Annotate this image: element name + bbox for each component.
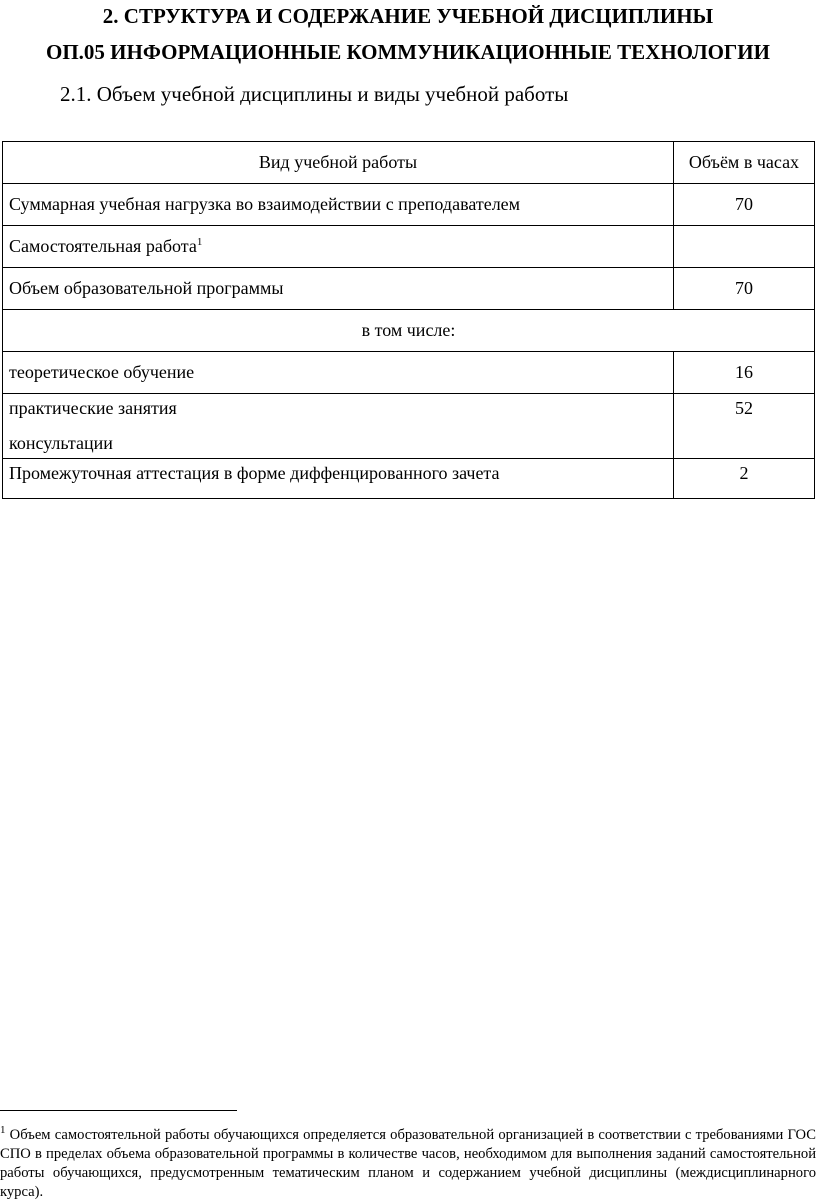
row-label: Суммарная учебная нагрузка во взаимодействии с преподавателем (3, 184, 674, 226)
table-row (3, 459, 815, 499)
table-row (3, 310, 815, 352)
footnote-separator (0, 1110, 237, 1111)
row-value: 70 (674, 184, 815, 226)
table-row (3, 226, 815, 268)
table-row (3, 352, 815, 394)
row-value (674, 226, 815, 268)
row-label (3, 226, 674, 268)
footnote-text: Объем самостоятельной работы обучающихся определяется образовательной организацией в соответствии с требованиями ГОС СПО в пределах объема образовательной программы в количестве часов, необходимом для выполнения заданий самостоятельной работы обучающихся, предусмотренным тематическим планом и содержанием учебной дисциплины (междисциплинарного курса). (0, 1126, 816, 1200)
row-value: 52 (674, 394, 815, 429)
subsection-title: 2.1. Объем учебной дисциплины и виды учебной работы (60, 82, 569, 106)
footnote-ref: 1 (196, 236, 203, 248)
row-label: консультации (3, 428, 674, 459)
header-hours: Объём в часах (674, 142, 815, 184)
table-row (3, 428, 815, 459)
header-work-type: Вид учебной работы (3, 142, 674, 184)
row-label: Промежуточная аттестация в форме диффенцированного зачета (3, 459, 674, 499)
row-value: 16 (674, 352, 815, 394)
row-label: Объем образовательной программы (3, 268, 674, 310)
discipline-title: ОП.05 ИНФОРМАЦИОННЫЕ КОММУНИКАЦИОННЫЕ ТЕХНОЛОГИИ (46, 40, 770, 64)
table-row (3, 184, 815, 226)
section-title: 2. СТРУКТУРА И СОДЕРЖАНИЕ УЧЕБНОЙ ДИСЦИПЛИНЫ (102, 4, 714, 28)
workload-table (2, 141, 815, 499)
table-row (3, 268, 815, 310)
table-row (3, 394, 815, 429)
row-value: 2 (674, 459, 815, 499)
row-value: 70 (674, 268, 815, 310)
row-value (674, 428, 815, 459)
footnote-mark: 1 (0, 1124, 6, 1136)
table-header-row (3, 142, 815, 184)
row-label: теоретическое обучение (3, 352, 674, 394)
footnote (0, 1121, 816, 1202)
row-label: практические занятия (3, 394, 674, 429)
row-label-text: Самостоятельная работа (9, 236, 197, 256)
subgroup-label: в том числе: (3, 310, 815, 352)
